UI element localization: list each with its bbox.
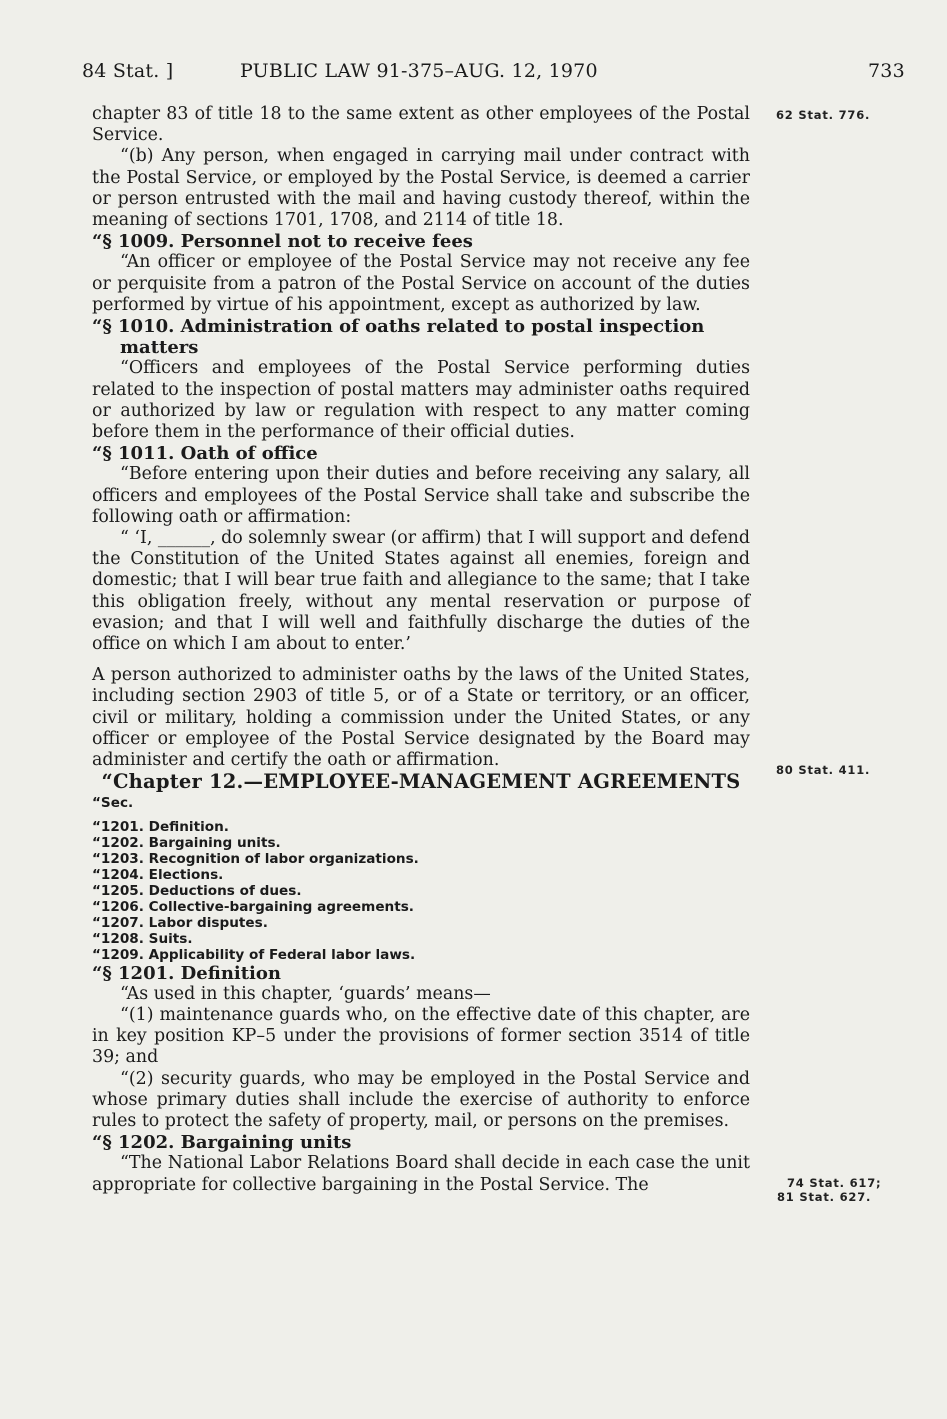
section-1010-text: “Officers and employees of the Postal Service performing duties related to the inspection of postal matters may administer oaths required or authorized by law or regulation with respect to any matter coming before them in the performance of their official duties. <box>92 358 750 443</box>
oath-text: “ ‘I, ______, do solemnly swear (or affirm) that I will support and defend the Constitution of the United States against all enemies, foreign and domestic; that I will bear true faith and allegiance to the same; that I take this obligation freely, without any mental reservation or purpose of evasion; and that I will well and faithfully discharge the duties of the office on which I am about to enter.’ <box>92 528 750 655</box>
section-1009-text: “An officer or employee of the Postal Service may not receive any fee or perquisite from a patron of the Postal Service on account of the duties performed by virtue of his appointment, except as authorized by law. <box>92 252 750 315</box>
section-1010-heading: “§ 1010. Administration of oaths related to postal inspection matters <box>92 316 705 359</box>
section-1202-text: “The National Labor Relations Board shall decide in each case the unit appropriate for collective bargaining in the Postal Service. The <box>92 1153 750 1195</box>
running-head-title: PUBLIC LAW 91-375–AUG. 12, 1970 <box>240 60 598 82</box>
running-head-stat: 84 Stat. ] <box>82 60 174 82</box>
section-1201-text: “As used in this chapter, ‘guards’ means— <box>120 983 491 1004</box>
section-1011-text: “Before entering upon their duties and before receiving any salary, all officers and employees of the Postal Service shall take and subscribe the following oath or affirmation: <box>92 464 750 527</box>
page-body <box>92 104 750 1196</box>
toc-item: “1203. Recognition of labor organizations. <box>92 850 419 867</box>
toc-item: “1209. Applicability of Federal labor laws. <box>92 946 416 963</box>
paragraph-continued: chapter 83 of title 18 to the same extent as other employees of the Postal Service. <box>92 104 750 146</box>
toc-item: “1206. Collective-bargaining agreements. <box>92 898 414 915</box>
section-1011-heading: “§ 1011. Oath of office <box>92 443 318 465</box>
section-1011-after: A person authorized to administer oaths by the laws of the United States, including section 2903 of title 5, or of a State or territory, or an officer, civil or military, holding a commission under the United States, or any officer or employee of the Postal Service designated by the Board may administer and certify the oath or affirmation. <box>92 665 750 771</box>
section-1201-heading: “§ 1201. Definition <box>92 962 281 984</box>
toc-item: “1207. Labor disputes. <box>92 914 268 931</box>
toc-label: “Sec. <box>92 794 134 811</box>
toc-item: “1201. Definition. <box>92 818 229 835</box>
paragraph-b: “(b) Any person, when engaged in carrying mail under contract with the Postal Service, or employed by the Postal Service, is deemed a carrier or person entrusted with the mail and having custody thereof, within the meaning of sections 1701, 1708, and 2114 of title 18. <box>92 146 750 231</box>
section-1202-heading: “§ 1202. Bargaining units <box>92 1132 352 1154</box>
section-1201-item-2: “(2) security guards, who may be employed in the Postal Service and whose primary duties shall include the exercise of authority to enforce rules to protect the safety of property, mail, or persons on the premises. <box>92 1068 750 1131</box>
margin-note-62-stat: 62 Stat. 776. <box>776 108 871 122</box>
toc-item: “1202. Bargaining units. <box>92 834 281 851</box>
chapter-12-title: “Chapter 12.—EMPLOYEE-MANAGEMENT AGREEMENTS <box>101 770 741 794</box>
margin-note-80-stat: 80 Stat. 411. <box>776 763 871 777</box>
margin-note-74-stat: 74 Stat. 617; <box>787 1176 882 1190</box>
toc-item: “1208. Suits. <box>92 930 193 947</box>
section-1009-heading: “§ 1009. Personnel not to receive fees <box>92 231 473 253</box>
page-number: 733 <box>868 60 905 82</box>
section-1201-item-1: “(1) maintenance guards who, on the effective date of this chapter, are in key position KP–5 under the provisions of former section 3514 of title 39; and <box>92 1004 750 1068</box>
table-of-sections <box>92 795 750 963</box>
toc-item: “1204. Elections. <box>92 866 224 883</box>
toc-item: “1205. Deductions of dues. <box>92 882 302 899</box>
margin-note-81-stat: 81 Stat. 627. <box>777 1190 872 1204</box>
